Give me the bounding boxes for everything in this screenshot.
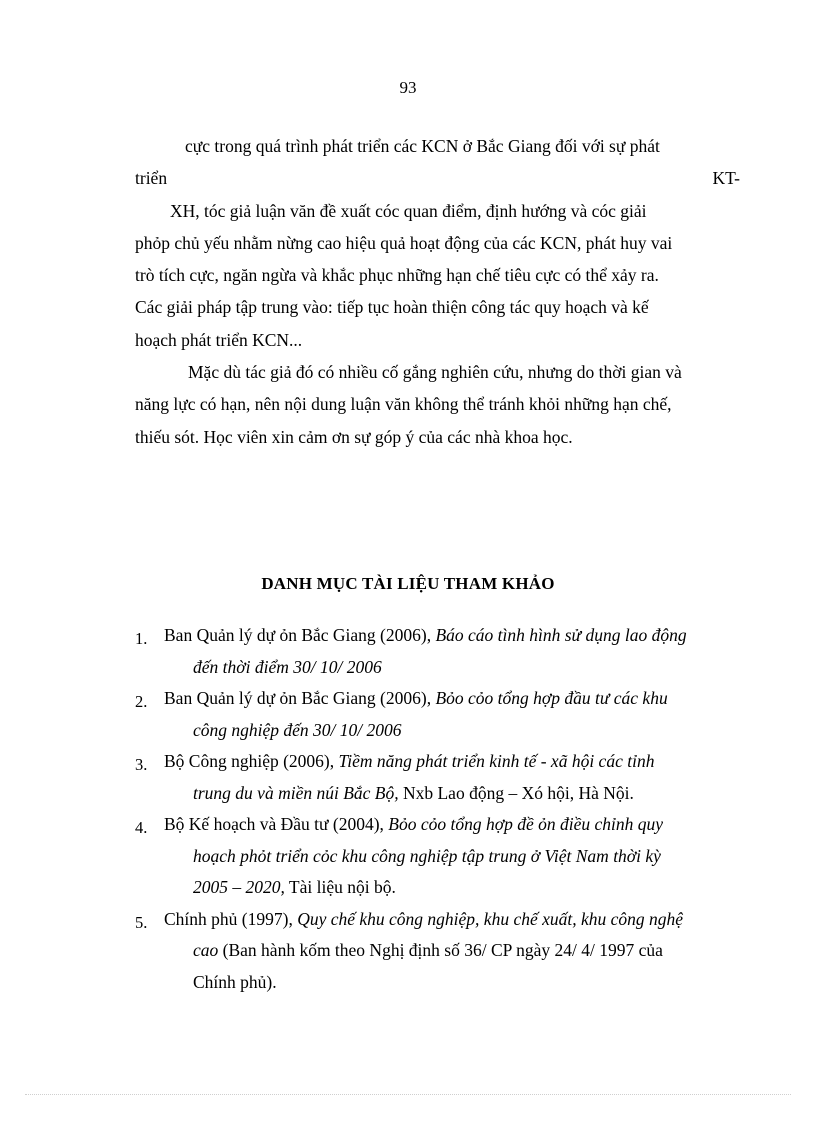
reference-title: Bỏo cỏo tổng hợp đầu tư các khu [435, 688, 668, 708]
reference-item [135, 620, 740, 683]
reference-item [135, 746, 740, 809]
reference-number: 5. [135, 912, 148, 932]
conclusion-text [135, 130, 740, 453]
reference-item [135, 904, 740, 999]
body-line: Mặc dù tác giả đó có nhiều cố gắng nghiên cứu, nhưng do thời gian và [188, 362, 682, 383]
reference-number: 2. [135, 692, 148, 711]
footer-divider [25, 1094, 791, 1095]
references-heading: DANH MỤC TÀI LIỆU THAM KHẢO [261, 574, 555, 593]
body-line-left: triển [135, 168, 168, 189]
reference-number: 4. [135, 818, 148, 837]
reference-item [135, 683, 740, 746]
reference-item [135, 809, 740, 904]
reference-publisher: Nxb Lao động – Xó hội, Hà Nội. [398, 782, 634, 803]
reference-number: 1. [135, 629, 148, 648]
body-line: thiếu sót. Học viên xin cảm ơn sự góp ý của các nhà khoa học. [135, 426, 573, 447]
references-list [135, 620, 740, 998]
reference-title-cont: công nghiệp đến 30/ 10/ 2006 [193, 719, 402, 740]
body-line: phỏp chủ yếu nhằm nừng cao hiệu quả hoạt động của các KCN, phát huy vai [135, 232, 673, 253]
reference-title-cont: 2005 – 2020, [193, 877, 285, 897]
reference-author: Ban Quản lý dự ỏn Bắc Giang (2006), [164, 625, 432, 645]
reference-author: Ban Quản lý dự ỏn Bắc Giang (2006), [164, 688, 432, 708]
reference-author: Bộ Công nghiệp (2006), [164, 751, 335, 771]
reference-author: Bộ Kế hoạch và Đầu tư (2004), [164, 814, 384, 834]
reference-title-cont: trung du và miền núi Bắc Bộ, [193, 782, 399, 803]
body-line: Các giải pháp tập trung vào: tiếp tục hoàn thiện công tác quy hoạch và kế [135, 297, 649, 318]
reference-title: Tiềm năng phát triển kinh tế - xã hội các tỉnh [338, 751, 655, 771]
page-number: 93 [399, 78, 417, 97]
reference-title: Quy chế khu công nghiệp, khu chế xuất, khu công nghệ [297, 908, 684, 929]
body-line: trò tích cực, ngăn ngừa và khắc phục những hạn chế tiêu cực có thể xảy ra. [135, 265, 659, 286]
reference-title: Bỏo cỏo tổng hợp đề ỏn điều chỉnh quy [388, 814, 663, 834]
body-line: năng lực có hạn, nên nội dung luận văn không thể tránh khỏi những hạn chế, [135, 394, 672, 415]
reference-number: 3. [135, 755, 148, 774]
reference-title: Báo cáo tình hình sử dụng lao động [435, 625, 687, 645]
body-line-split [135, 162, 740, 194]
reference-author: Chính phủ (1997), [164, 908, 293, 929]
body-line-right: KT- [712, 168, 740, 189]
reference-note-cont: Chính phủ). [193, 971, 277, 992]
body-line: cực trong quá trình phát triển các KCN ở Bắc Giang đối với sự phát [185, 136, 660, 156]
reference-title-cont: cao [193, 940, 219, 960]
reference-note: (Ban hành kốm theo Nghị định số 36/ CP ngày 24/ 4/ 1997 của [218, 940, 663, 960]
body-line: hoạch phát triển KCN... [135, 329, 303, 350]
body-line: XH, tóc giả luận văn đề xuất cóc quan điểm, định hướng và cóc giải [170, 200, 647, 221]
reference-title-cont: hoạch phỏt triển cỏc khu công nghiệp tập trung ở Việt Nam thời kỳ [193, 845, 661, 866]
reference-publisher: Tài liệu nội bộ. [284, 877, 396, 897]
reference-title-cont: đến thời điểm 30/ 10/ 2006 [193, 656, 382, 677]
